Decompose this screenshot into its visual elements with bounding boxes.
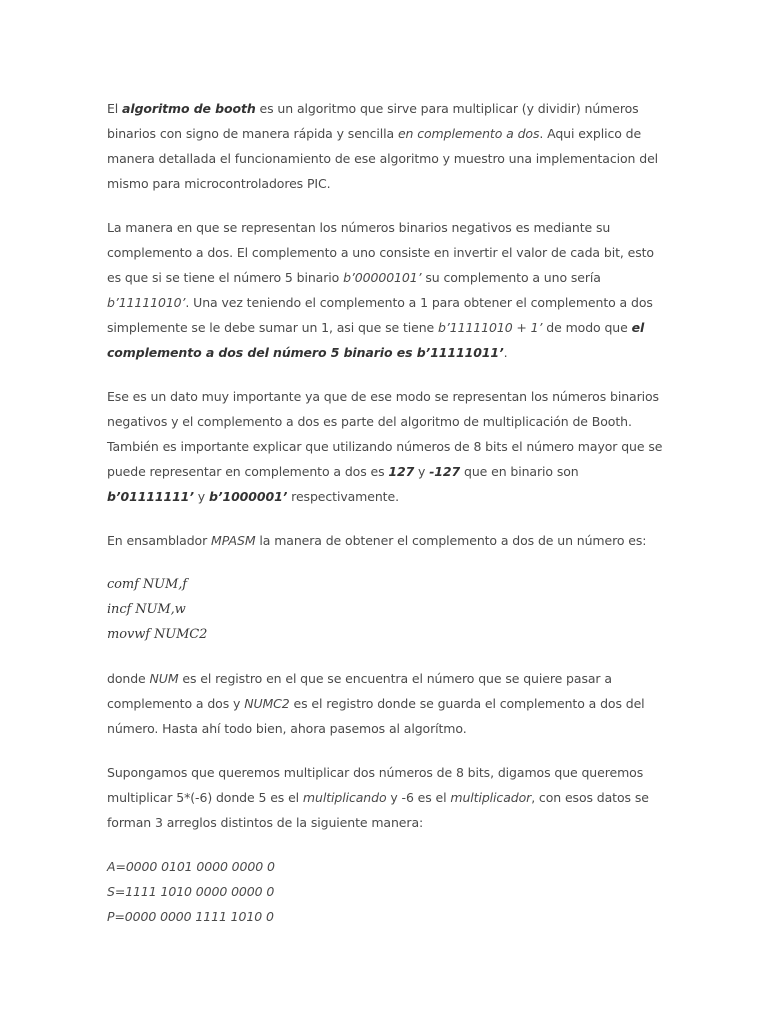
text-run: la manera de obtener el complemento a dos de un número es: [255,533,647,548]
arrays-block [107,854,667,929]
paragraphs-before-code [107,96,667,553]
emphasis-run: en complemento a dos [397,126,540,141]
text-run: y -6 es el [386,790,451,805]
emphasis-run: b’11111010’ [107,295,186,310]
emphasis-run: -127 [429,464,461,479]
text-run: su complemento a uno sería [421,270,601,285]
text-run: El [107,101,123,116]
code-line: incf NUM,w [107,602,186,617]
text-run: Supongamos que queremos multiplicar dos números de 8 bits, digamos que queremos multiplicar 5*(-6) donde 5 es el [107,765,644,805]
array-line-p: P=0000 0000 1111 1010 0 [107,909,274,924]
text-run: La manera en que se representan los números binarios negativos es mediante su complemento a dos. El complemento a uno consiste en invertir el valor de cada bit, esto es que si se tiene el número 5 binario [107,220,654,285]
emphasis-run: b’00000101’ [343,270,422,285]
text-run: es el registro donde se guarda el complemento a dos del número. Hasta ahí todo bien, ahora pasemos al algorítmo. [107,696,645,736]
paragraphs-after-code [107,666,667,835]
text-run: es un algoritmo que sirve para multiplicar (y dividir) números binarios con signo de manera rápida y sencilla [107,101,639,141]
document-page [107,96,667,929]
emphasis-run: algoritmo de booth [122,101,256,116]
text-run: . [503,345,508,360]
paragraph-p3 [107,384,667,509]
code-block [107,572,667,647]
text-run: de modo que [542,320,632,335]
emphasis-run: b’1000001’ [208,489,288,504]
text-run: es el registro en el que se encuentra el número que se quiere pasar a complemento a dos y [107,671,612,711]
emphasis-run: multiplicando [302,790,387,805]
text-run: donde [107,671,150,686]
emphasis-run: 127 [388,464,415,479]
emphasis-run: NUM [149,671,179,686]
emphasis-run: NUMC2 [244,696,290,711]
code-line: comf NUM,f [107,577,187,592]
emphasis-run: b’01111111’ [107,489,194,504]
text-run: y [193,489,209,504]
paragraph-p1 [107,96,667,196]
paragraph-p4 [107,528,667,553]
emphasis-run: b’11111010 + 1’ [438,320,543,335]
text-run: . Aqui explico de manera detallada el funcionamiento de ese algoritmo y muestro una implementacion del mismo para microcontroladores PIC. [107,126,659,191]
paragraph-p2 [107,215,667,365]
paragraph-p6 [107,760,667,835]
code-line: movwf NUMC2 [107,627,208,642]
emphasis-run: MPASM [211,533,256,548]
emphasis-run: el complemento a dos del número 5 binario es b’11111011’ [107,320,645,360]
text-run: En ensamblador [107,533,212,548]
text-run: respectivamente. [287,489,399,504]
text-run: Ese es un dato muy importante ya que de ese modo se representan los números binarios negativos y el complemento a dos es parte del algoritmo de multiplicación de Booth. También es importante explicar que utilizando números de 8 bits el número mayor que se puede representar en complemento a dos es [107,389,663,479]
paragraph-p5 [107,666,667,741]
array-line-s: S=1111 1010 0000 0000 0 [107,884,275,899]
text-run: . Una vez teniendo el complemento a 1 para obtener el complemento a dos simplemente se le debe sumar un 1, asi que se tiene [107,295,653,335]
emphasis-run: multiplicador [450,790,532,805]
array-line-a: A=0000 0101 0000 0000 0 [107,859,275,874]
text-run: y [414,464,430,479]
text-run: que en binario son [460,464,579,479]
text-run: , con esos datos se forman 3 arreglos distintos de la siguiente manera: [107,790,649,830]
